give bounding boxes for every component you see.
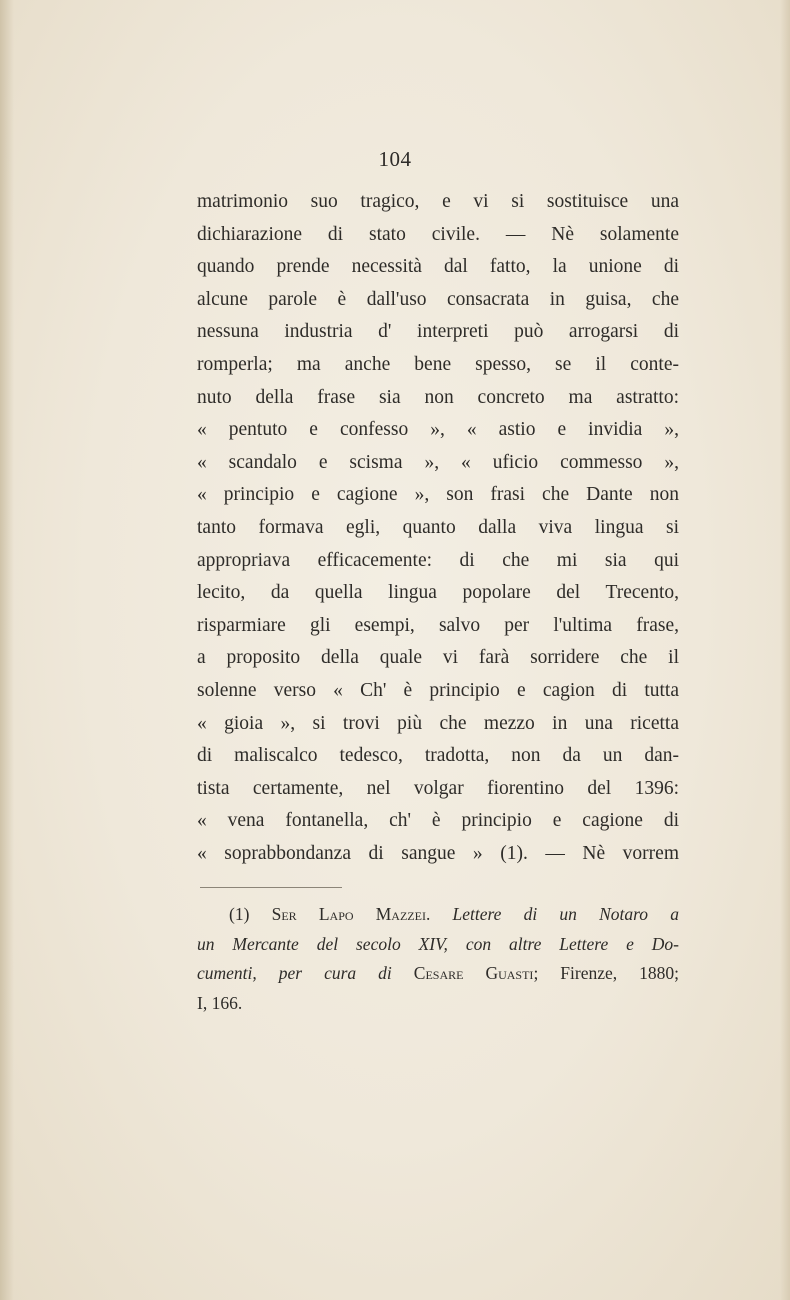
body-text: [197, 186, 679, 870]
text-line: « vena fontanella, ch' è principio e cagione di: [197, 810, 679, 832]
text-line: matrimonio suo tragico, e vi si sostituisce una: [197, 191, 679, 212]
text-line: nessuna industria d' interpreti può arrogarsi di: [197, 321, 679, 343]
text-line: « soprabbondanza di sangue » (1). — Nè vorrem: [197, 842, 679, 864]
page-edge-shadow-right: [780, 0, 790, 1300]
text-line: lecito, da quella lingua popolare del Trecento,: [197, 582, 679, 604]
text-line: « pentuto e confesso », « astio e invidia »,: [197, 419, 679, 441]
footnote-line: [197, 900, 679, 930]
page-edge-shadow-left: [0, 0, 14, 1300]
text-line: di maliscalco tedesco, tradotta, non da un dan-: [197, 745, 679, 767]
text-line: romperla; ma anche bene spesso, se il conte-: [197, 353, 679, 375]
footnote-volume: I, 166.: [197, 992, 243, 1013]
text-line: appropriava efficacemente: di che mi sia qui: [197, 549, 679, 571]
footnote-rule: [200, 887, 342, 888]
footnote-editor: Cesare Guasti: [413, 963, 534, 983]
footnote-line: [197, 959, 679, 989]
text-line: tanto formava egli, quanto dalla viva lingua si: [197, 516, 679, 538]
footnote: [197, 900, 679, 1018]
text-line: risparmiare gli esempi, salvo per l'ultima frase,: [197, 614, 679, 636]
text-line: « gioia », si trovi più che mezzo in una ricetta: [197, 712, 679, 734]
footnote-title: Lettere di un Notaro a: [452, 904, 679, 924]
text-line: « principio e cagione », son frasi che Dante non: [197, 484, 679, 506]
footnote-title-continued: un Mercante del secolo XIV, con altre Lettere e Do-: [197, 933, 679, 954]
footnote-title-end: cumenti, per cura di: [197, 963, 392, 983]
text-line: tista certamente, nel volgar fiorentino del 1396:: [197, 777, 679, 799]
page-number: 104: [378, 147, 412, 171]
text-line: quando prende necessità dal fatto, la unione di: [197, 256, 679, 278]
text-line: solenne verso « Ch' è principio e cagion di tutta: [197, 679, 679, 701]
text-line: nuto della frase sia non concreto ma astratto:: [197, 386, 679, 408]
footnote-marker: (1): [229, 904, 250, 924]
text-line: a proposito della quale vi farà sorridere che il: [197, 647, 679, 669]
text-line: dichiarazione di stato civile. — Nè solamente: [197, 223, 679, 245]
footnote-imprint: ; Firenze, 1880;: [533, 963, 679, 983]
text-line: « scandalo e scisma », « uficio commesso »,: [197, 451, 679, 473]
text-line: alcune parole è dall'uso consacrata in guisa, che: [197, 288, 679, 310]
footnote-author: Ser Lapo Mazzei.: [271, 904, 431, 924]
